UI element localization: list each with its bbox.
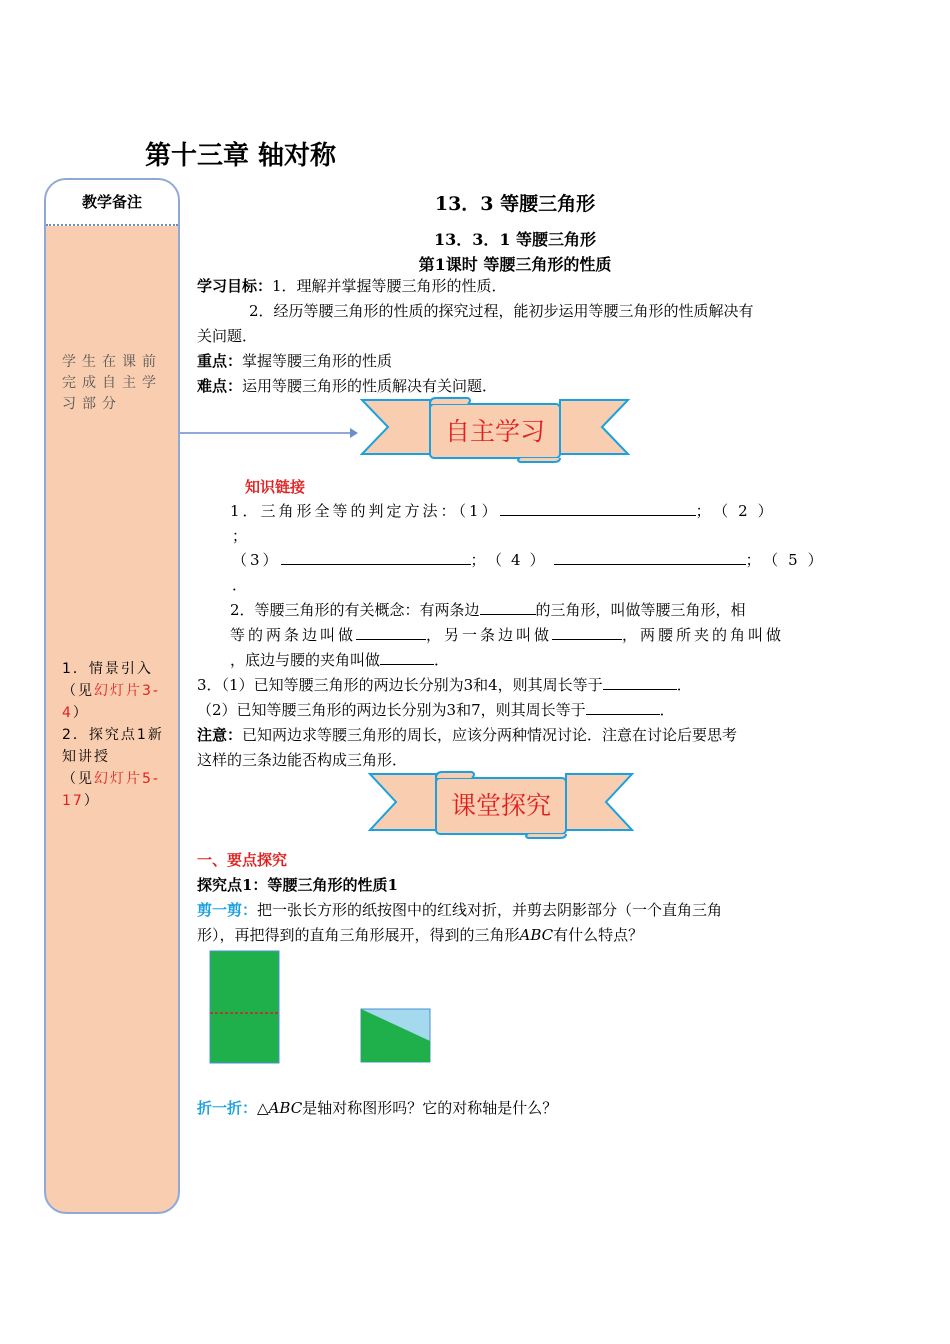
q3-part1: 3．（1）已知等腰三角形的两边长分别为3和4，则其周长等于 bbox=[197, 676, 603, 694]
ref-open: （见 bbox=[62, 771, 94, 787]
arrow-icon bbox=[180, 425, 360, 441]
part1-title: 一、要点探究 bbox=[197, 851, 288, 869]
fold-label: 折一折： bbox=[197, 1099, 258, 1117]
blank-perimeter-1[interactable] bbox=[603, 675, 677, 690]
q2-line3a: ，底边与腰的夹角叫做 bbox=[230, 651, 381, 669]
q2-line2a: 等的两条边叫做 bbox=[230, 626, 357, 644]
key-point-text: 掌握等腰三角形的性质 bbox=[242, 352, 393, 370]
q2-line3 bbox=[230, 648, 449, 673]
q3-end2: ． bbox=[659, 701, 675, 719]
cut-label: 剪一剪： bbox=[197, 901, 258, 919]
attention-line1 bbox=[197, 723, 737, 748]
sidebar-item-intro-label: 1．情景引入 bbox=[62, 661, 153, 677]
explore1-title: 探究点1：等腰三角形的性质1 bbox=[197, 876, 398, 894]
q2-line2b: ，另一条边叫做 bbox=[426, 626, 553, 644]
sidebar-item-explore-ref bbox=[62, 768, 166, 812]
q1-text: 1．三角形全等的判定方法：（1） bbox=[230, 502, 500, 520]
slide-ref: 幻灯片3-4 bbox=[62, 683, 160, 721]
fold-text: 是轴对称图形吗？它的对称轴是什么？ bbox=[302, 1099, 558, 1117]
blank-two-sides[interactable] bbox=[480, 600, 536, 615]
attention-label: 注意： bbox=[197, 726, 243, 744]
ref-close: ） bbox=[83, 793, 100, 809]
q2-line2c: ，两腰所夹的角叫做 bbox=[622, 626, 785, 644]
banner-self-study-text: 自主学习 bbox=[444, 417, 546, 446]
q2-line2 bbox=[230, 623, 784, 648]
banner-class-explore-text: 课堂探究 bbox=[450, 791, 552, 820]
blank-perimeter-2[interactable] bbox=[586, 700, 660, 715]
triangle-symbol: △ bbox=[257, 1099, 269, 1117]
q2-line1b: 的三角形，叫做等腰三角形，相 bbox=[535, 601, 746, 619]
cut-line2 bbox=[197, 923, 643, 948]
sidebar-item-intro-ref bbox=[62, 680, 166, 724]
sidebar-item-intro bbox=[62, 658, 166, 724]
objective-2: 2．经历等腰三角形的性质的探究过程，能初步运用等腰三角形的性质解决有 bbox=[249, 302, 754, 320]
chapter-title: 第十三章 轴对称 bbox=[145, 141, 337, 171]
attention-text: 已知两边求等腰三角形的周长，应该分两种情况讨论．注意在讨论后要思考 bbox=[242, 726, 738, 744]
key-point-label: 重点： bbox=[197, 352, 243, 370]
ref-open: （见 bbox=[62, 683, 94, 699]
cut-text2: 形），再把得到的直角三角形展开，得到的三角形 bbox=[197, 926, 520, 944]
lesson-title: 第1课时 等腰三角形的性质 bbox=[418, 255, 612, 274]
difficulty-label: 难点： bbox=[197, 377, 243, 395]
difficulty-text: 运用等腰三角形的性质解决有关问题． bbox=[242, 377, 498, 395]
q2-line1 bbox=[230, 598, 746, 623]
paper-rectangle-figure bbox=[209, 950, 281, 1066]
blank-base-angle[interactable] bbox=[380, 650, 434, 665]
key-point bbox=[197, 349, 392, 374]
q3-part2: （2）已知等腰三角形的两边长分别为3和7，则其周长等于 bbox=[197, 701, 586, 719]
q2-line1a: 2．等腰三角形的有关概念：有两条边 bbox=[230, 601, 480, 619]
q1-sep5: ；（5） bbox=[745, 551, 833, 569]
cut-text: 把一张长方形的纸按图中的红线对折，并剪去阴影部分（一个直角三角 bbox=[257, 901, 723, 919]
cut-line1 bbox=[197, 898, 722, 923]
blank-3[interactable] bbox=[281, 550, 471, 565]
attention-line2: 这样的三条边能否构成三角形． bbox=[197, 751, 408, 769]
objectives-line1 bbox=[197, 274, 507, 299]
q3-end1: ． bbox=[676, 676, 692, 694]
sidebar-header: 教学备注 bbox=[46, 180, 178, 226]
sidebar-item-explore-label: 2．探究点1新知讲授 bbox=[62, 727, 164, 765]
triangle-abc: ABC bbox=[268, 1099, 303, 1117]
blank-legs[interactable] bbox=[356, 625, 426, 640]
section-title: 13．3 等腰三角形 bbox=[434, 193, 596, 215]
q3-line2 bbox=[197, 698, 675, 723]
fold-line-text bbox=[197, 1096, 557, 1121]
objective-1: 1．理解并掌握等腰三角形的性质． bbox=[272, 277, 507, 295]
q1-sep2: ；（2） bbox=[695, 502, 783, 520]
blank-4[interactable] bbox=[554, 550, 746, 565]
q2-line3b: ． bbox=[434, 651, 450, 669]
slide-ref: 幻灯片5-17 bbox=[62, 771, 160, 809]
cut-text3: 有什么特点？ bbox=[553, 926, 644, 944]
sidebar-note: 学生在课前完成自主学习部分 bbox=[62, 354, 162, 412]
blank-1[interactable] bbox=[500, 501, 696, 516]
objectives-label: 学习目标： bbox=[197, 277, 273, 295]
q1-line2 bbox=[232, 548, 833, 573]
folded-paper-figure bbox=[360, 1008, 432, 1064]
knowledge-link-title: 知识链接 bbox=[245, 478, 306, 496]
q1-semi: ； bbox=[232, 527, 248, 545]
q1-p3: （3） bbox=[232, 551, 281, 569]
blank-base[interactable] bbox=[552, 625, 622, 640]
subsection-title: 13．3．1 等腰三角形 bbox=[433, 230, 597, 249]
q3-line1 bbox=[197, 673, 692, 698]
banner-self-study bbox=[360, 396, 632, 464]
sidebar-item-explore bbox=[62, 724, 166, 812]
objective-2-cont: 关问题． bbox=[197, 327, 258, 345]
q1-dot: ． bbox=[232, 576, 248, 594]
q1-line1 bbox=[230, 499, 783, 524]
banner-class-explore bbox=[368, 770, 634, 840]
ref-close: ） bbox=[72, 705, 89, 721]
q1-sep4: ；（4） bbox=[470, 551, 554, 569]
triangle-abc: ABC bbox=[519, 926, 554, 944]
